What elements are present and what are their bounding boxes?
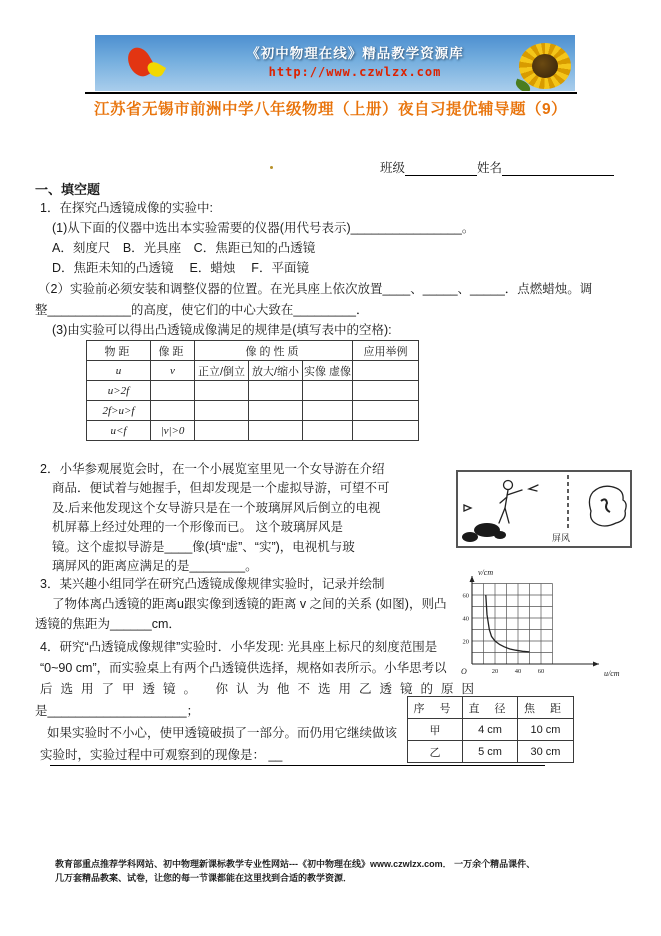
empty-cell xyxy=(249,401,303,421)
table-row xyxy=(87,401,419,421)
q1-part2-line1: （2）实验前必须安装和调整仪器的位置。在光具座上依次放置____、_____、_____．点燃蜡烛。调 xyxy=(38,282,593,296)
uv-curve xyxy=(486,595,530,652)
q4-line: “0~90 cm”，而实验桌上有两个凸透镜供选择，规格如表所示。小华思考以 xyxy=(40,661,447,675)
y-axis-ticks xyxy=(463,593,470,646)
empty-cell xyxy=(249,381,303,401)
banner-divider xyxy=(85,92,577,94)
q1-part3: (3)由实验可以得出凸透镜成像满足的规律是(填写表中的空格): xyxy=(52,323,392,337)
col-header-focal-length: 焦 距 xyxy=(518,697,574,719)
svg-text:40: 40 xyxy=(514,668,522,675)
q1-part2-line2: 整____________的高度，使它们的中心大致在_________． xyxy=(35,303,369,317)
empty-cell xyxy=(249,421,303,441)
scan-artifact-dot xyxy=(270,166,273,169)
q2-line: 2．小华参观展览会时，在一个小展览室里见一个女导游在介绍 xyxy=(40,462,385,476)
col-header-diameter: 直 径 xyxy=(463,697,518,719)
empty-cell xyxy=(195,401,249,421)
site-title: 《初中物理在线》精品教学资源库 xyxy=(246,46,464,61)
empty-cell xyxy=(303,401,353,421)
lens-spec-table xyxy=(407,696,574,763)
graph-axes xyxy=(472,576,599,664)
col-header-image-distance: 像距 xyxy=(151,341,195,361)
empty-cell xyxy=(353,401,419,421)
col-header-object-distance: 物距 xyxy=(87,341,151,361)
cell-yi-diameter: 5 cm xyxy=(463,741,518,763)
table-row xyxy=(87,361,419,381)
footer-line-1: 教育部重点推荐学科网站、初中物理新课标教学专业性网站---《初中物理在线》www.czwlzx.com． 一万余个精品课件、 xyxy=(55,859,536,869)
tv-blob-squiggle xyxy=(601,499,610,512)
virtual-guide-figure xyxy=(456,470,632,548)
cell-jia-diameter: 4 cm xyxy=(463,719,518,741)
class-label: 班级 xyxy=(380,161,406,175)
q4-line: 后选用了甲透镜。 你认为他不选用乙透镜的原因 xyxy=(40,682,482,696)
tv-blob-outline xyxy=(589,486,626,526)
q3-line: 了物体离凸透镜的距离u跟实像到透镜的距离 v 之间的关系 (如图)，则凸 xyxy=(52,597,447,611)
q2-line: 镜。这个虚拟导游是____像(填“虚”、“实”)，电视机与玻 xyxy=(52,540,355,554)
scribble-blob xyxy=(462,532,478,542)
axis-arrowheads xyxy=(470,576,600,667)
sunflower-photo xyxy=(519,43,571,89)
q1-part1: (1)从下面的仪器中选出本实验需要的仪器(用代号表示)________________。 xyxy=(52,221,475,235)
svg-text:20: 20 xyxy=(491,668,499,675)
page-title: 江苏省无锡市前洲中学八年级物理（上册）夜自习提优辅导题（9） xyxy=(93,101,568,118)
cell-u-lt-f: u<f xyxy=(87,421,151,441)
cell-abs-v-gt-0: |v|>0 xyxy=(151,421,195,441)
class-blank xyxy=(405,162,477,176)
table-row xyxy=(87,421,419,441)
subheader-application-empty xyxy=(353,361,419,381)
subheader-magnified: 放大/缩小 xyxy=(249,361,303,381)
empty-cell xyxy=(195,381,249,401)
lens-imaging-rule-table xyxy=(86,340,419,441)
site-banner xyxy=(95,35,575,91)
svg-text:60: 60 xyxy=(462,592,469,600)
q4-line: 如果实验时不小心，使甲透镜破损了一部分。而仍用它继续做该 xyxy=(47,726,398,740)
table-row xyxy=(408,741,574,763)
col-header-image-nature: 像的性质 xyxy=(195,341,353,361)
cell-lens-yi: 乙 xyxy=(408,741,463,763)
left-arrow-mark xyxy=(464,505,471,511)
cell-2f-gt-u-gt-f: 2f>u>f xyxy=(87,401,151,421)
q1-options-abc: A．刻度尺 B．光具座 C．焦距已知的凸透镜 xyxy=(52,241,316,255)
q2-line: 璃屏风的距离应满足的是________。 xyxy=(52,559,258,573)
answer-blank-line xyxy=(50,765,545,766)
empty-cell xyxy=(303,421,353,441)
stick-figure-legs xyxy=(499,508,509,523)
table-row xyxy=(408,697,574,719)
sunflower-core-icon xyxy=(532,54,558,78)
origin-label: O xyxy=(461,667,467,676)
graph-gridlines xyxy=(472,584,553,665)
empty-cell xyxy=(151,381,195,401)
y-axis-label: v/cm xyxy=(478,568,494,577)
svg-text:20: 20 xyxy=(462,638,469,646)
empty-cell xyxy=(303,381,353,401)
subheader-upright: 正立/倒立 xyxy=(195,361,249,381)
site-url: http://www.czwlzx.com xyxy=(268,65,442,79)
class-name-row xyxy=(380,158,614,176)
svg-text:40: 40 xyxy=(462,615,469,623)
subheader-v: v xyxy=(151,361,195,381)
cell-u-gt-2f: u>2f xyxy=(87,381,151,401)
svg-text:60: 60 xyxy=(537,668,545,675)
stick-figure-head xyxy=(504,481,513,490)
empty-cell xyxy=(195,421,249,441)
cell-lens-jia: 甲 xyxy=(408,719,463,741)
cell-jia-focal: 10 cm xyxy=(518,719,574,741)
name-label: 姓名 xyxy=(477,161,503,175)
empty-cell xyxy=(151,401,195,421)
subheader-u: u xyxy=(87,361,151,381)
table-row xyxy=(87,341,419,361)
empty-cell xyxy=(353,381,419,401)
cell-yi-focal: 30 cm xyxy=(518,741,574,763)
x-axis-ticks xyxy=(492,668,545,675)
q3-line: 透镜的焦距为______cm． xyxy=(35,617,181,631)
stick-figure-arm-extended xyxy=(507,490,522,495)
subheader-real-virtual: 实像 虚像 xyxy=(303,361,353,381)
section-heading: 一、填空题 xyxy=(35,182,101,197)
q4-line: 实验时，实验过程中可观察到的现像是： __ xyxy=(40,748,283,762)
name-blank xyxy=(502,162,614,176)
table-row xyxy=(87,381,419,401)
screen-label: 屏风 xyxy=(552,533,571,543)
scribble-blob xyxy=(494,531,506,539)
q3-line: 3．某兴趣小组同学在研究凸透镜成像规律实验时，记录并绘制 xyxy=(40,577,385,591)
q2-line: 商品．便试着与她握手，但却发现是一个虚拟导游，可望不可 xyxy=(52,481,390,495)
handshake-hand-mark xyxy=(529,485,538,491)
empty-cell xyxy=(353,421,419,441)
col-header-application: 应用举例 xyxy=(353,341,419,361)
footer-line-2: 几万套精品教案、试卷，让您的每一节课都能在这里找到合适的教学资源． xyxy=(55,873,353,883)
uv-relationship-graph xyxy=(447,564,633,688)
x-axis-label: u/cm xyxy=(604,669,620,678)
table-row xyxy=(408,719,574,741)
q2-line: 机屏幕上经过处理的一个形像而已。 这个玻璃屏风是 xyxy=(52,520,343,534)
q2-line: 及.后来他发现这个女导游只是在一个玻璃屏风后倒立的电视 xyxy=(52,501,381,515)
q1-stem: 1．在探究凸透镜成像的实验中: xyxy=(40,201,213,215)
q4-line: 4．研究“凸透镜成像规律”实验时．小华发现: 光具座上标尺的刻度范围是 xyxy=(40,640,438,654)
q4-line: 是____________________； xyxy=(35,704,200,718)
col-header-index: 序 号 xyxy=(408,697,463,719)
q1-options-def: D．焦距未知的凸透镜 E．蜡烛 F．平面镜 xyxy=(52,261,309,275)
